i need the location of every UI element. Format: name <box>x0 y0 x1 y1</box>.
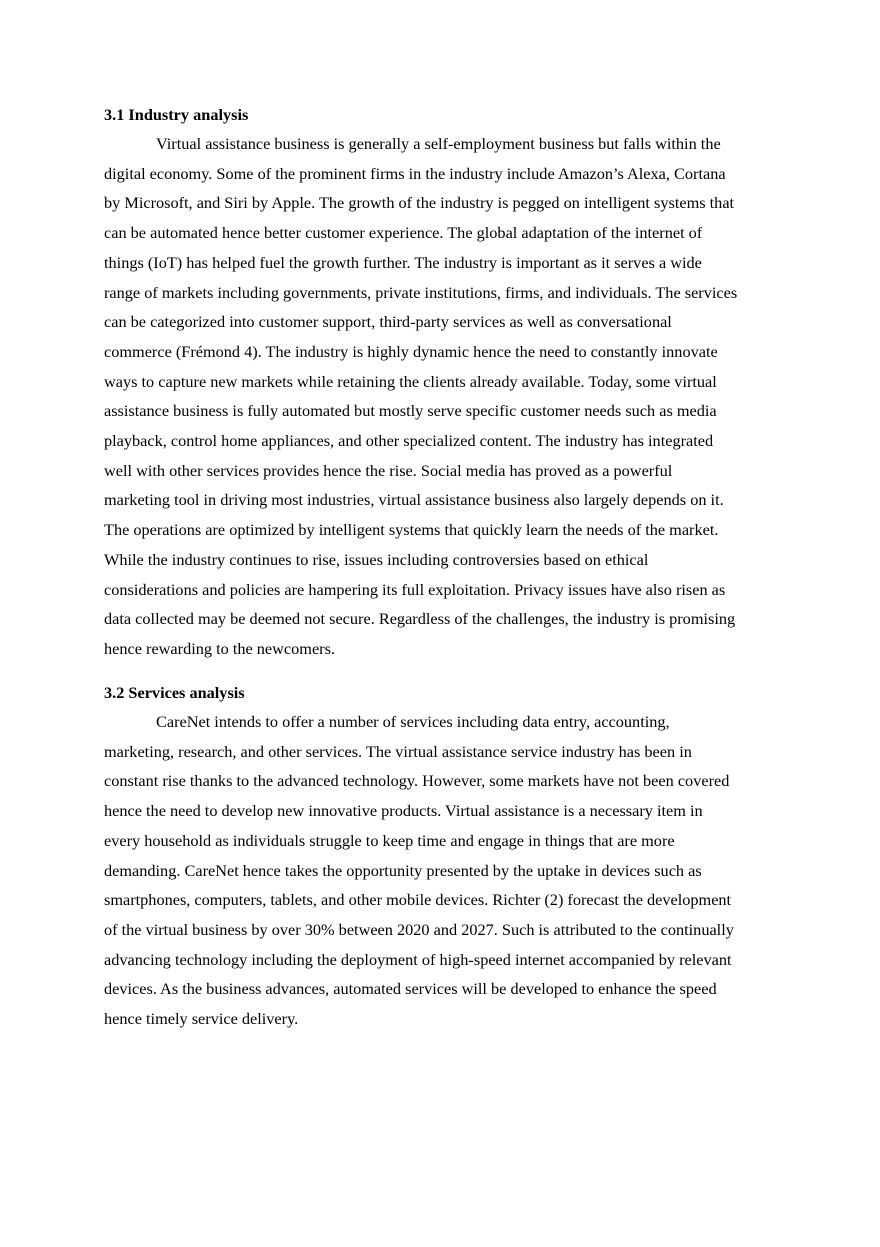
text-line: commerce (Frémond 4). The industry is highly dynamic hence the need to constantly innovate <box>104 341 718 361</box>
text-line: hence rewarding to the newcomers. <box>104 638 336 658</box>
text-line: Virtual assistance business is generally a self-employment business but falls within the <box>156 134 721 153</box>
text-line: digital economy. Some of the prominent firms in the industry include Amazon’s Alexa, Cortana <box>104 163 726 183</box>
text-line: playback, control home appliances, and other specialized content. The industry has integrated <box>104 431 714 451</box>
text-line: things (IoT) has helped fuel the growth further. The industry is important as it serves a wide <box>104 252 702 272</box>
text-line: hence timely service delivery. <box>104 1009 299 1029</box>
text-line: While the industry continues to rise, issues including controversies based on ethical <box>104 549 649 569</box>
text-line: The operations are optimized by intelligent systems that quickly learn the needs of the market. <box>104 520 719 540</box>
text-line: constant rise thanks to the advanced technology. However, some markets have not been covered <box>104 771 730 791</box>
text-line: can be automated hence better customer experience. The global adaptation of the internet of <box>104 223 703 243</box>
text-line: CareNet intends to offer a number of services including data entry, accounting, <box>156 712 670 731</box>
text-line: advancing technology including the deployment of high-speed internet accompanied by relevant <box>104 949 732 969</box>
text-line: data collected may be deemed not secure. Regardless of the challenges, the industry is promising <box>104 609 736 629</box>
text-line: range of markets including governments, private institutions, firms, and individuals. The services <box>104 282 738 302</box>
text-line: devices. As the business advances, automated services will be developed to enhance the speed <box>104 979 717 999</box>
section-heading: 3.1 Industry analysis <box>104 105 249 124</box>
text-line: considerations and policies are hampering its full exploitation. Privacy issues have also risen as <box>104 579 726 599</box>
text-line: demanding. CareNet hence takes the opportunity presented by the uptake in devices such as <box>104 860 702 880</box>
section-services-analysis <box>104 681 778 1034</box>
text-line: ways to capture new markets while retaining the clients already available. Today, some virtual <box>104 371 717 391</box>
text-line: well with other services provides hence the rise. Social media has proved as a powerful <box>104 460 673 480</box>
text-line: marketing, research, and other services. The virtual assistance service industry has been in <box>104 741 692 761</box>
text-line: smartphones, computers, tablets, and other mobile devices. Richter (2) forecast the development <box>104 890 732 910</box>
section-heading: 3.2 Services analysis <box>104 683 245 702</box>
text-line: of the virtual business by over 30% between 2020 and 2027. Such is attributed to the continually <box>104 919 734 939</box>
section-industry-analysis <box>104 103 778 664</box>
text-line: can be categorized into customer support, third-party services as well as conversational <box>104 312 672 332</box>
text-line: by Microsoft, and Siri by Apple. The growth of the industry is pegged on intelligent systems that <box>104 193 735 213</box>
text-line: hence the need to develop new innovative products. Virtual assistance is a necessary item in <box>104 801 703 821</box>
text-line: assistance business is fully automated but mostly serve specific customer needs such as media <box>104 401 717 421</box>
text-line: every household as individuals struggle to keep time and engage in things that are more <box>104 830 675 850</box>
paragraph <box>104 707 778 1034</box>
paragraph <box>104 129 778 664</box>
text-line: marketing tool in driving most industries, virtual assistance business also largely depends on it. <box>104 490 724 510</box>
